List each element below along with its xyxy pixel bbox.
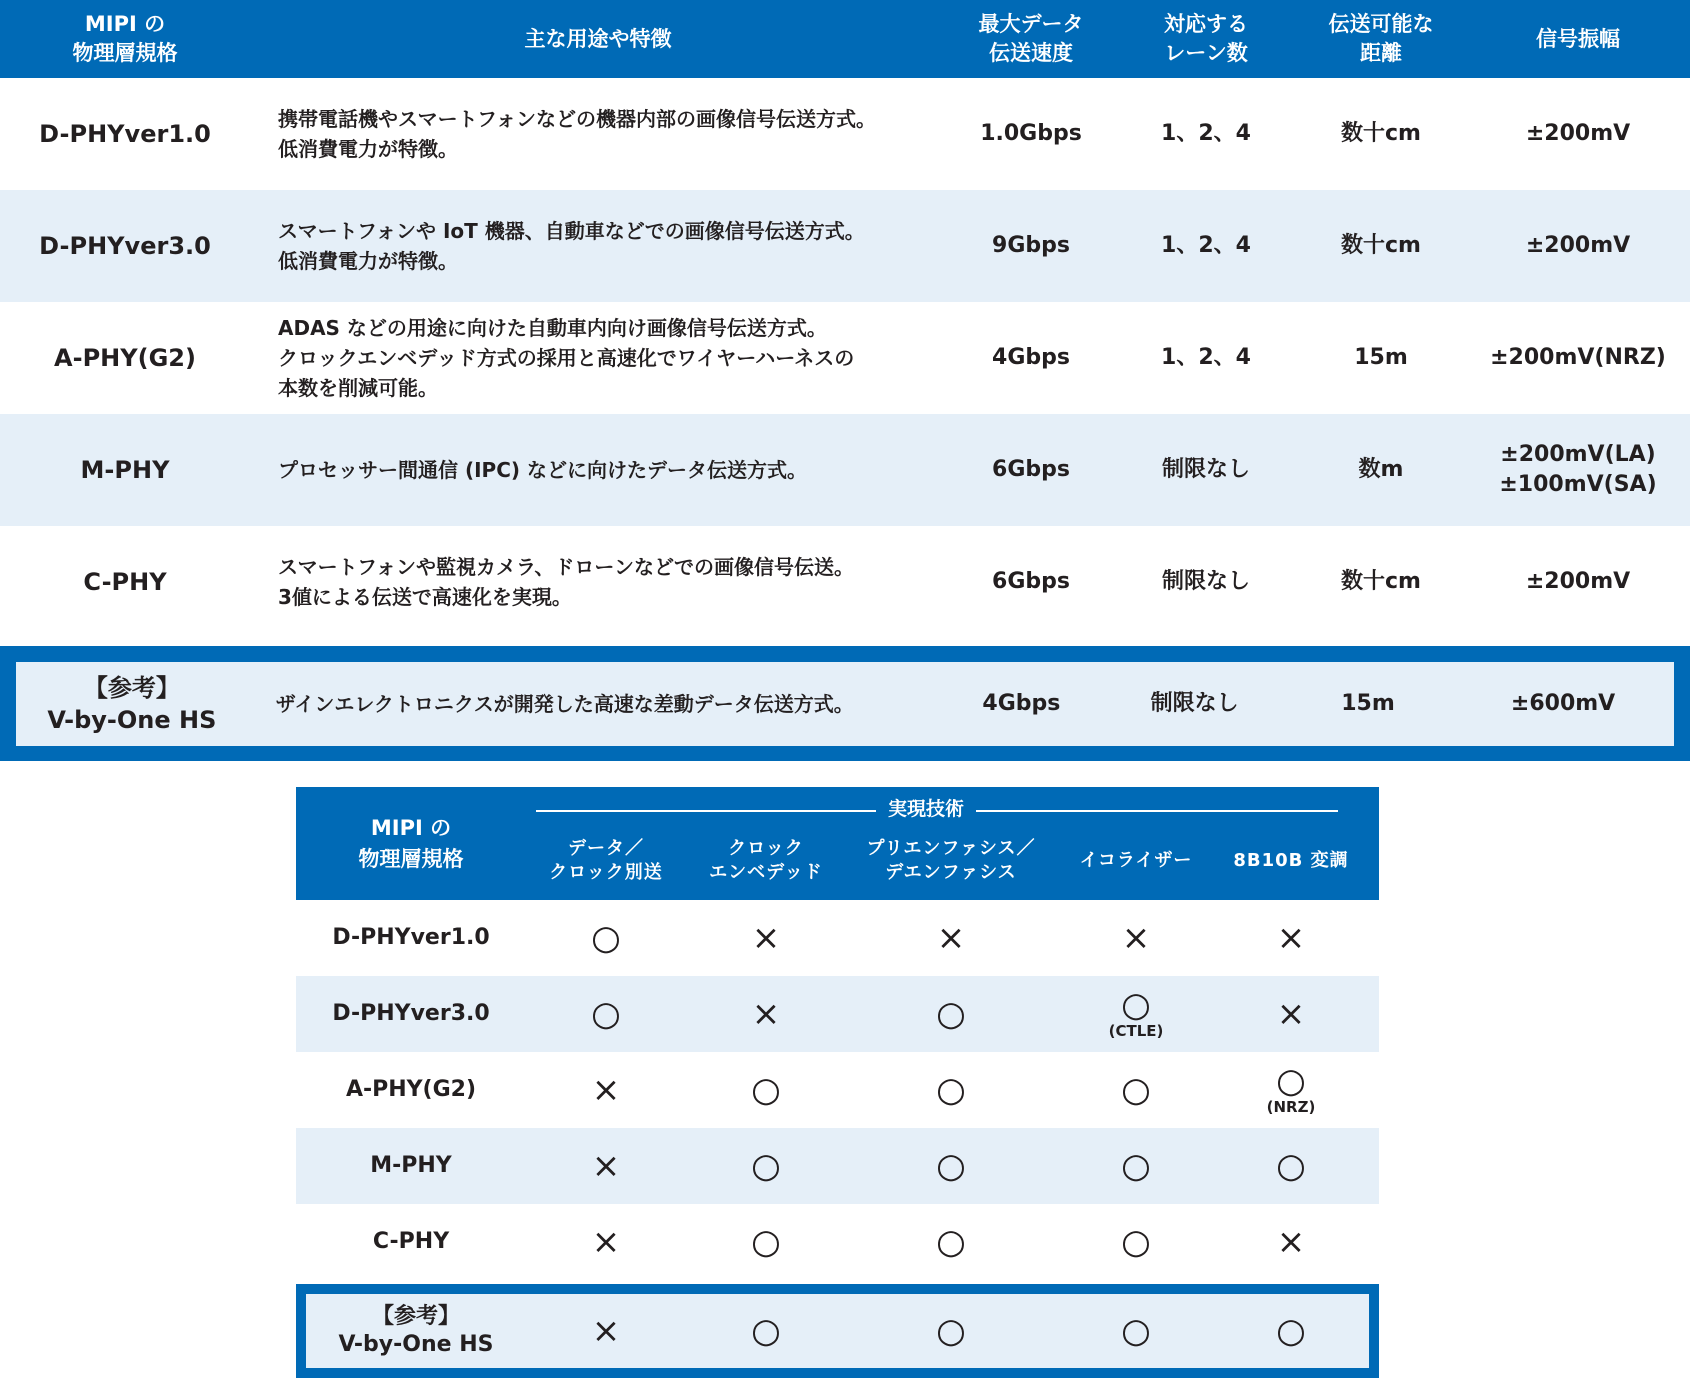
reference-row-frame [0,646,1690,761]
mark-note: (CTLE) [1108,1022,1164,1040]
row-speed: 9Gbps [992,233,1070,258]
circle-mark-icon [846,976,1056,1052]
row-name: C-PHY [83,568,167,596]
circle-mark-icon [1216,1128,1366,1204]
reference-distance: 15m [1341,691,1395,716]
row-name: A-PHY(G2) [345,1077,477,1102]
row-name: A-PHY(G2) [54,344,196,372]
reference-name: 【参考】 V-by-One HS [47,674,217,734]
row-name: C-PHY [372,1229,450,1254]
circle-icon: ○ [751,1070,781,1110]
row-name: M-PHY [370,1153,452,1178]
technology-row [296,900,1379,976]
circle-icon: ○ [936,1070,966,1110]
circle-mark-icon [1056,1052,1216,1128]
circle-icon: ○ [751,1146,781,1186]
header-phy-standard: MIPI の 物理層規格 [358,815,464,871]
reference-row-frame [296,1284,1379,1378]
group-label: 実現技術 [876,795,976,823]
reference-desc: ザインエレクトロニクスが開発した高速な差動データ伝送方式。 [275,692,854,716]
circle-mark-icon [686,1293,846,1369]
cross-mark-icon [1056,900,1216,976]
circle-mark-icon [686,1128,846,1204]
reference-name: 【参考】 V-by-One HS [338,1304,494,1357]
row-lanes: 1、2、4 [1161,233,1251,258]
header-equalizer: イコライザー [1079,850,1193,871]
spec-row [0,78,1690,190]
circle-mark-icon [846,1293,1056,1369]
cross-mark-icon [526,1293,686,1369]
row-lanes: 1、2、4 [1161,121,1251,146]
row-speed: 6Gbps [992,457,1070,482]
circle-icon: ○ [751,1222,781,1262]
circle-icon: ○ [936,994,966,1034]
cross-icon: × [1276,1222,1306,1262]
row-name: D-PHYver3.0 [332,1001,490,1026]
cross-mark-icon [526,1052,686,1128]
spec-row [0,414,1690,526]
row-distance: 数十cm [1341,121,1421,146]
header-8b10b: 8B10B 変調 [1233,850,1349,871]
circle-mark-icon [526,976,686,1052]
row-lanes: 制限なし [1161,457,1250,482]
row-desc: スマートフォンや IoT 機器、自動車などでの画像信号伝送方式。 低消費電力が特徴。 [278,219,865,273]
circle-mark-icon [846,1204,1056,1280]
cross-icon: × [591,1222,621,1262]
circle-mark-icon [686,1052,846,1128]
circle-mark-icon [1216,1052,1366,1128]
circle-mark-icon [1056,1293,1216,1369]
circle-mark-icon [1056,1204,1216,1280]
cross-mark-icon [526,1128,686,1204]
header-emphasis: プリエンファシス／ デエンファシス [866,838,1036,883]
cross-mark-icon [1216,976,1366,1052]
spec-row [0,526,1690,638]
header-signal-swing: 信号振幅 [1536,26,1620,51]
row-lanes: 制限なし [1161,569,1250,594]
cross-icon: × [591,1070,621,1110]
circle-icon: ○ [1121,1311,1151,1351]
spec-row [0,302,1690,414]
cross-icon: × [591,1311,621,1351]
technology-row [296,976,1379,1052]
row-swing: ±200mV [1525,121,1631,146]
header-distance: 伝送可能な 距離 [1328,12,1434,65]
circle-mark-icon [1056,1128,1216,1204]
circle-icon: ○ [936,1222,966,1262]
row-speed: 1.0Gbps [980,121,1082,146]
technology-row [296,1128,1379,1204]
circle-icon: ○ [1276,1146,1306,1186]
cross-icon: × [591,1146,621,1186]
header-lanes: 対応する レーン数 [1164,12,1248,65]
reference-row [306,1294,1369,1368]
cross-mark-icon [1216,1204,1366,1280]
circle-mark-icon [686,1204,846,1280]
header-separate-clock: データ／ クロック別送 [549,838,663,883]
cross-icon: × [1276,994,1306,1034]
circle-icon: ○ [751,1311,781,1351]
circle-icon: ○ [1121,1146,1151,1186]
row-name: M-PHY [80,456,170,484]
row-desc: プロセッサー間通信 (IPC) などに向けたデータ伝送方式。 [278,458,807,482]
cross-icon: × [1121,918,1151,958]
circle-icon: ○ [936,1146,966,1186]
circle-icon: ○ [1276,1061,1306,1101]
row-swing: ±200mV [1525,233,1631,258]
circle-icon: ○ [1121,1070,1151,1110]
row-name: D-PHYver1.0 [332,925,490,950]
header-max-speed: 最大データ 伝送速度 [978,12,1084,65]
row-distance: 数m [1358,457,1404,482]
cross-icon: × [936,918,966,958]
circle-mark-icon [1216,1293,1366,1369]
row-desc: スマートフォンや監視カメラ、ドローンなどでの画像信号伝送。 3値による伝送で高速化を実現。 [278,555,854,609]
row-speed: 4Gbps [992,345,1070,370]
row-desc: ADAS などの用途に向けた自動車内向け画像信号伝送方式。 クロックエンベデッド方式の採用と高速化でワイヤーハーネスの 本数を削減可能。 [278,316,855,400]
reference-speed: 4Gbps [982,691,1061,716]
spec-row [0,190,1690,302]
technology-row [296,1204,1379,1280]
circle-icon: ○ [1121,985,1151,1025]
cross-mark-icon [526,1204,686,1280]
circle-icon: ○ [591,994,621,1034]
row-distance: 15m [1354,345,1408,370]
circle-mark-icon [846,1052,1056,1128]
row-swing: ±200mV(NRZ) [1490,345,1666,370]
circle-mark-icon [526,900,686,976]
row-speed: 6Gbps [992,569,1070,594]
cross-mark-icon [686,976,846,1052]
circle-icon: ○ [1121,1222,1151,1262]
circle-icon: ○ [1276,1311,1306,1351]
circle-icon: ○ [936,1311,966,1351]
cross-icon: × [1276,918,1306,958]
reference-lanes: 制限なし [1150,691,1239,716]
technology-table-header [296,787,1379,900]
header-usage: 主な用途や特徴 [524,27,672,51]
row-desc: 携帯電話機やスマートフォンなどの機器内部の画像信号伝送方式。 低消費電力が特徴。 [278,107,876,161]
circle-mark-icon [1056,976,1216,1052]
header-phy-standard: MIPI の 物理層規格 [72,12,178,65]
technology-row [296,1052,1379,1128]
cross-mark-icon [686,900,846,976]
cross-icon: × [751,918,781,958]
cross-mark-icon [1216,900,1366,976]
row-swing: ±200mV [1525,569,1631,594]
row-distance: 数十cm [1341,569,1421,594]
header-clock-embedded: クロック エンベデッド [709,838,823,883]
row-name: D-PHYver1.0 [39,120,211,148]
circle-mark-icon [846,1128,1056,1204]
row-swing: ±200mV(LA) ±100mV(SA) [1499,442,1657,497]
circle-icon: ○ [591,918,621,958]
row-distance: 数十cm [1341,233,1421,258]
reference-row [16,662,1674,746]
spec-table-header [0,0,1690,78]
technology-rows [296,900,1379,1280]
reference-swing: ±600mV [1510,691,1616,716]
cross-mark-icon [846,900,1056,976]
row-name: D-PHYver3.0 [39,232,211,260]
cross-icon: × [751,994,781,1034]
mark-note: (NRZ) [1266,1098,1316,1116]
technology-table [296,787,1379,1378]
row-lanes: 1、2、4 [1161,345,1251,370]
